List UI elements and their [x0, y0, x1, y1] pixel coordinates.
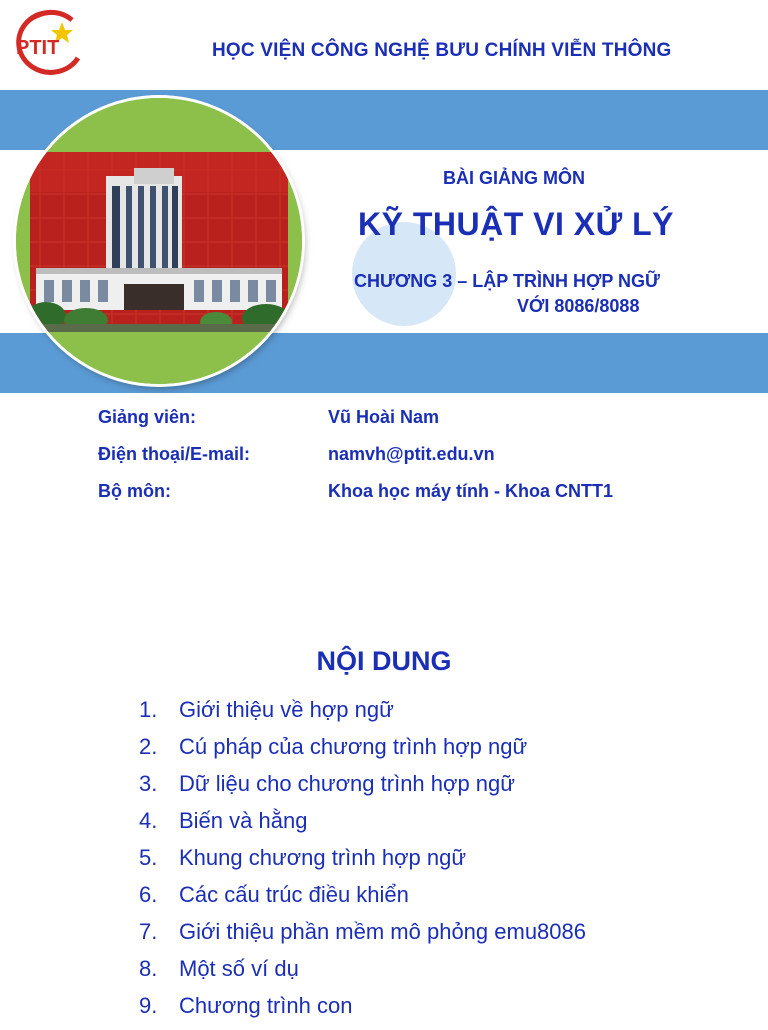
list-item: [0, 845, 768, 882]
info-value: namvh@ptit.edu.vn: [328, 444, 495, 464]
subject-title: KỸ THUẬT VI XỬ LÝ: [358, 206, 674, 242]
list-item: [0, 734, 768, 771]
list-item-text: Một số ví dụ: [179, 956, 299, 981]
building-photo-circle: [16, 98, 302, 384]
list-item-number: 3.: [139, 771, 158, 796]
list-item: [0, 808, 768, 845]
list-item-text: Giới thiệu về hợp ngữ: [179, 697, 394, 722]
list-item-text: Chương trình con: [179, 993, 353, 1018]
info-value: Vũ Hoài Nam: [328, 407, 440, 427]
list-item: [0, 919, 768, 956]
chapter-title-line1: CHƯƠNG 3 – LẬP TRÌNH HỢP NGỮ: [354, 271, 660, 291]
list-item-number: 9.: [139, 993, 158, 1018]
list-item: [0, 771, 768, 808]
ptit-logo-graphic: [8, 8, 92, 80]
building-photo: [16, 98, 302, 384]
list-item-text: Cú pháp của chương trình hợp ngữ: [179, 734, 528, 759]
list-item-number: 6.: [139, 882, 158, 907]
institute-name: HỌC VIỆN CÔNG NGHỆ BƯU CHÍNH VIỄN THÔNG: [212, 40, 672, 61]
list-item-number: 8.: [139, 956, 158, 981]
list-item-number: 5.: [139, 845, 158, 870]
svg-text:PTIT: PTIT: [16, 37, 60, 59]
list-item: [0, 956, 768, 993]
list-item-number: 7.: [139, 919, 158, 944]
info-label: Bộ môn:: [98, 481, 171, 501]
list-item-number: 4.: [139, 808, 158, 833]
list-item-text: Giới thiệu phần mềm mô phỏng emu8086: [179, 919, 586, 944]
info-value: Khoa học máy tính - Khoa CNTT1: [328, 481, 614, 501]
subject-kicker: BÀI GIẢNG MÔN: [443, 168, 585, 188]
list-item-text: Dữ liệu cho chương trình hợp ngữ: [179, 771, 515, 796]
info-row-contact: [0, 444, 768, 470]
list-item-text: Khung chương trình hợp ngữ: [179, 845, 467, 870]
list-item: [0, 882, 768, 919]
ptit-logo: [8, 8, 92, 80]
chapter-title-line2: VỚI 8086/8088: [517, 296, 640, 316]
list-item-number: 1.: [139, 697, 158, 722]
toc-list: [0, 697, 768, 1030]
toc-heading: NỘI DUNG: [316, 646, 452, 676]
list-item: [0, 697, 768, 734]
list-item-number: 2.: [139, 734, 158, 759]
info-row-lecturer: [0, 407, 768, 433]
info-label: Điện thoại/E-mail:: [98, 444, 251, 464]
info-row-department: [0, 481, 768, 507]
list-item-text: Biến và hằng: [179, 808, 308, 833]
list-item: [0, 993, 768, 1030]
info-label: Giảng viên:: [98, 407, 197, 427]
list-item-text: Các cấu trúc điều khiển: [179, 882, 409, 907]
